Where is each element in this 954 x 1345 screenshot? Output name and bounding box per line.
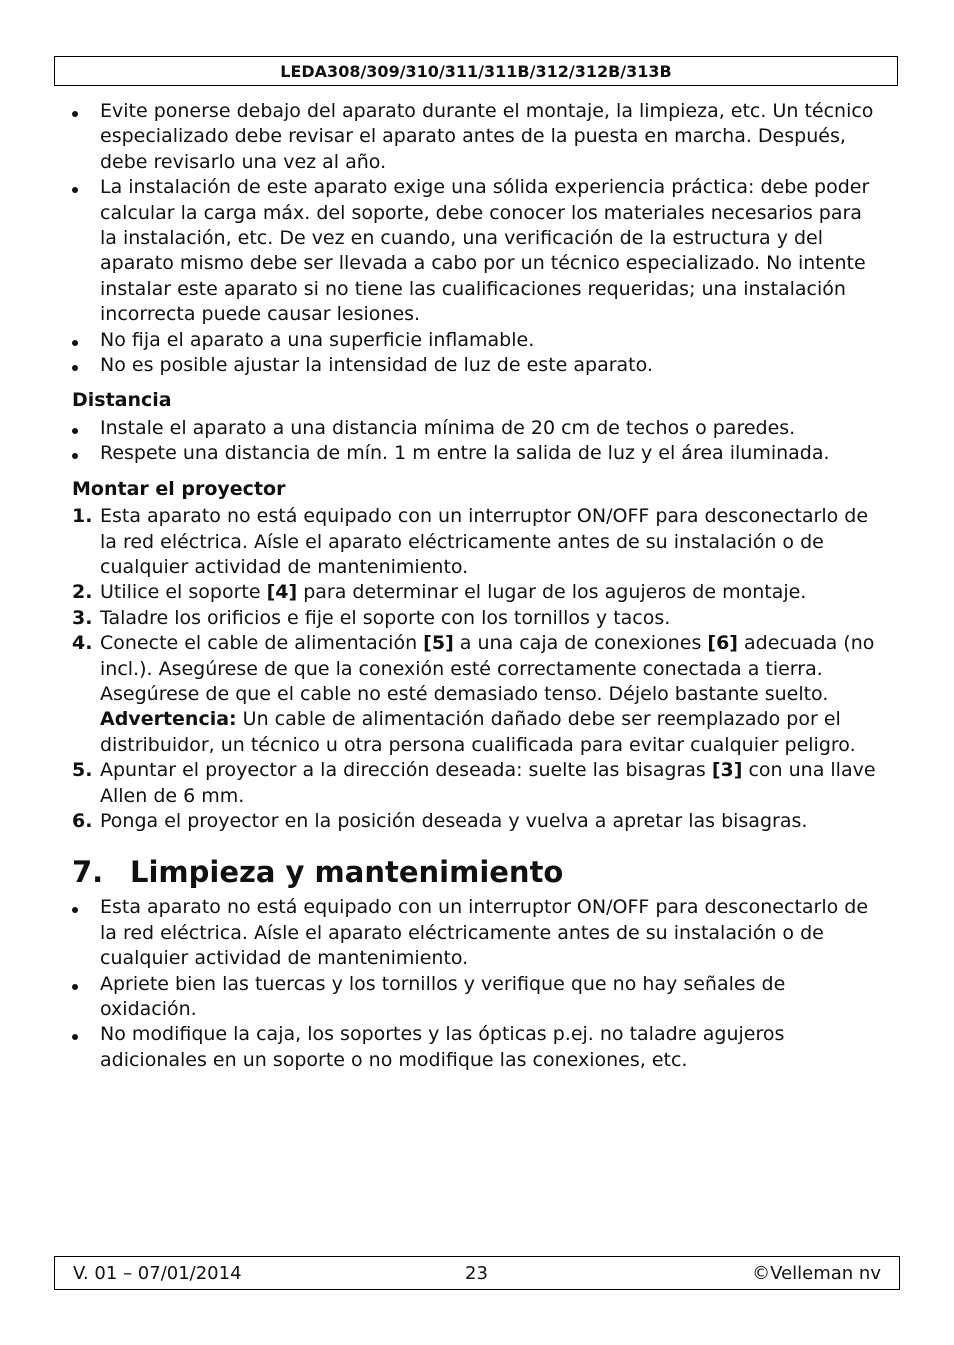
list-item: No es posible ajustar la intensidad de luz de este aparato.: [72, 353, 884, 378]
step-number: 3.: [72, 606, 93, 629]
bullet-icon: [72, 365, 78, 371]
step-item: 2. Utilice el soporte [4] para determinar el lugar de los agujeros de montaje.: [72, 580, 884, 605]
part-ref: [6]: [707, 632, 738, 655]
step-number: 6.: [72, 809, 93, 832]
bullet-icon: [72, 111, 78, 117]
list-item: No modifique la caja, los soportes y las ópticas p.ej. no taladre agujeros adicionales en un soporte o no modifique las conexiones, etc.: [72, 1022, 884, 1073]
part-ref: [4]: [266, 581, 298, 604]
bullet-icon: [72, 187, 78, 193]
list-item: Esta aparato no está equipado con un interruptor ON/OFF para desconectarlo de la red eléctrica. Aísle el aparato eléctricamente antes de su instalación o de cualquier actividad de mantenimiento.: [72, 895, 884, 971]
list-item: No fija el aparato a una superficie inflamable.: [72, 328, 884, 353]
list-item: Apriete bien las tuercas y los tornillos y verifique que no hay señales de oxidación.: [72, 972, 884, 1023]
bullet-icon: [72, 340, 78, 346]
list-item: La instalación de este aparato exige una sólida experiencia práctica: debe poder calcular la carga máx. del soporte, debe conocer los materiales necesarios para la instalación, etc. De vez en cuando, una verificación de la estructura y del aparato mismo debe ser llevada a cabo por un técnico especializado. No intente instalar este aparato si no tiene las cualificaciones requeridas; una instalación incorrecta puede causar lesiones.: [72, 175, 884, 327]
page-header: [54, 56, 898, 86]
page-content: [72, 99, 884, 1073]
warning-label: Advertencia:: [100, 708, 237, 731]
bullet-icon: [72, 984, 78, 990]
copyright-text: ©Velleman nv: [752, 1263, 881, 1284]
page-footer: [54, 1256, 900, 1290]
section-number: 7.: [72, 855, 104, 890]
section-title-text: Limpieza y mantenimiento: [130, 855, 564, 890]
step-number: 5.: [72, 759, 93, 782]
mount-steps: [72, 504, 884, 834]
bullet-icon: [72, 428, 78, 434]
bullet-icon: [72, 1034, 78, 1040]
step-item: 1. Esta aparato no está equipado con un interruptor ON/OFF para desconectarlo de la red eléctrica. Aísle el aparato eléctricamente antes de su instalación o de cualquier actividad de mantenimiento.: [72, 505, 869, 578]
mount-heading: Montar el proyector: [72, 477, 286, 500]
maintenance-list: [72, 895, 884, 1073]
list-item: Evite ponerse debajo del aparato durante el montaje, la limpieza, etc. Un técnico especializado debe revisar el aparato antes de la puesta en marcha. Después, debe revisarlo una vez al año.: [72, 99, 884, 175]
step-item: 6. Ponga el proyector en la posición deseada y vuelva a apretar las bisagras.: [72, 809, 884, 834]
step-number: 2.: [72, 581, 93, 604]
warning-text: Un cable de alimentación dañado debe ser reemplazado por el distribuidor, un técnico u otra persona cualificada para evitar cualquier peligro.: [100, 708, 856, 756]
page-number: 23: [465, 1263, 488, 1284]
list-item: Instale el aparato a una distancia mínima de 20 cm de techos o paredes.: [72, 416, 884, 441]
safety-list: [72, 99, 884, 378]
step-number: 1.: [72, 505, 93, 528]
version-text: V. 01 – 07/01/2014: [73, 1263, 242, 1284]
model-title: LEDA308/309/310/311/311B/312/312B/313B: [280, 61, 672, 81]
distance-list: [72, 416, 884, 467]
distance-heading: Distancia: [72, 389, 172, 412]
part-ref: [5]: [423, 632, 454, 655]
section-title: [72, 854, 884, 890]
step-item: 5. Apuntar el proyector a la dirección deseada: suelte las bisagras [3] con una llave Allen de 6 mm.: [72, 759, 876, 807]
step-item: 4. Conecte el cable de alimentación [5] a una caja de conexiones [6] adecuada (no incl.). Asegúrese de que la conexión esté correctamente conectada a tierra. Asegúrese de que el cable no esté demasiado tenso. Déjelo bastante suelto. Advertencia: Un cable de alimentación dañado debe ser reemplazado por el distribuidor, un técnico u otra persona cualificada para evitar cualquier peligro.: [72, 632, 875, 756]
step-number: 4.: [72, 632, 93, 655]
list-item: Respete una distancia de mín. 1 m entre la salida de luz y el área iluminada.: [72, 441, 884, 466]
bullet-icon: [72, 453, 78, 459]
step-item: 3. Taladre los orificios e fije el soporte con los tornillos y tacos.: [72, 606, 884, 631]
bullet-icon: [72, 907, 78, 913]
part-ref: [3]: [711, 759, 743, 782]
